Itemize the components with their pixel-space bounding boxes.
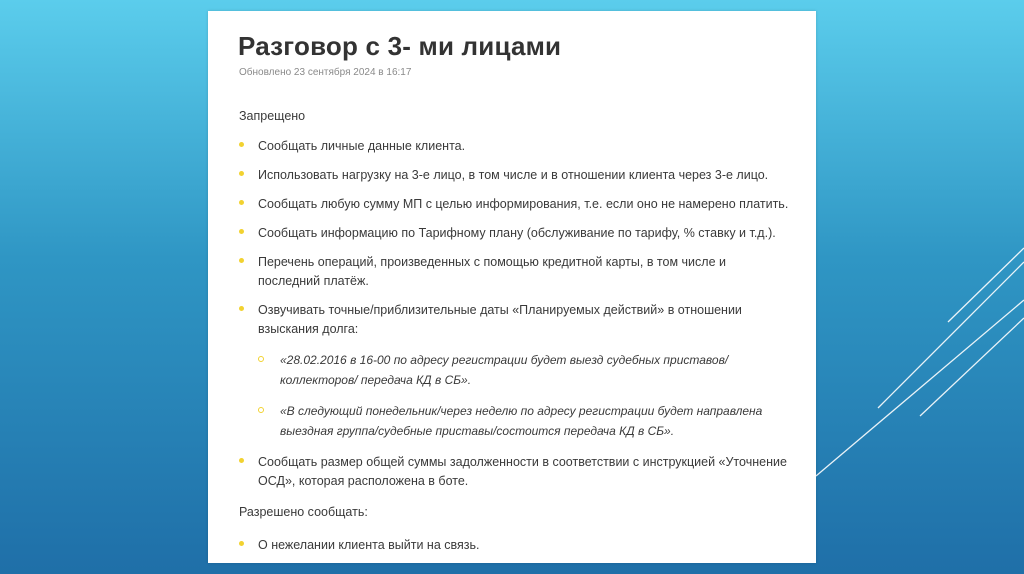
bullet-icon [239, 142, 244, 147]
sub-bullet-icon [258, 356, 264, 362]
section-allowed-heading: Разрешено сообщать: [239, 505, 368, 519]
bullet-icon [239, 200, 244, 205]
list-item: Сообщать любую сумму МП с целью информирования, т.е. если оно не намерено платить. [258, 197, 789, 211]
updated-timestamp: Обновлено 23 сентября 2024 в 16:17 [239, 67, 412, 78]
bullet-icon [239, 229, 244, 234]
sub-list-item: «28.02.2016 в 16-00 по адресу регистрации будет выезд судебных приставов/коллекторов/ передача КД в СБ». [280, 353, 729, 387]
list-item: О нежелании клиента выйти на связь. [258, 538, 480, 552]
bullet-icon [239, 258, 244, 263]
list-item: Перечень операций, произведенных с помощью кредитной карты, в том числе и последний платёж. [258, 255, 726, 288]
section-forbidden-heading: Запрещено [239, 109, 306, 123]
sub-bullet-icon [258, 407, 264, 413]
bullet-icon [239, 306, 244, 311]
list-item: Сообщать информацию по Тарифному плану (обслуживание по тарифу, % ставку и т.д.). [258, 226, 776, 240]
list-item: Сообщать личные данные клиента. [258, 139, 466, 153]
bullet-icon [239, 541, 244, 546]
list-item: Сообщать размер общей суммы задолженности в соответствии с инструкцией «Уточнение ОСД», которая расположена в боте. [258, 455, 787, 488]
page-title: Разговор с 3- ми лицами [238, 31, 562, 61]
document-card [208, 11, 816, 563]
list-item: Озвучивать точные/приблизительные даты «Планируемых действий» в отношении взыскания долга: [258, 303, 742, 336]
list-item: Использовать нагрузку на 3-е лицо, в том числе и в отношении клиента через 3-е лицо. [258, 168, 769, 182]
bullet-icon [239, 171, 244, 176]
bullet-icon [239, 458, 244, 463]
sub-list-item: «В следующий понедельник/через неделю по адресу регистрации будет направлена выездная группа/судебные приставы/состоится передача КД в СБ». [280, 404, 763, 438]
